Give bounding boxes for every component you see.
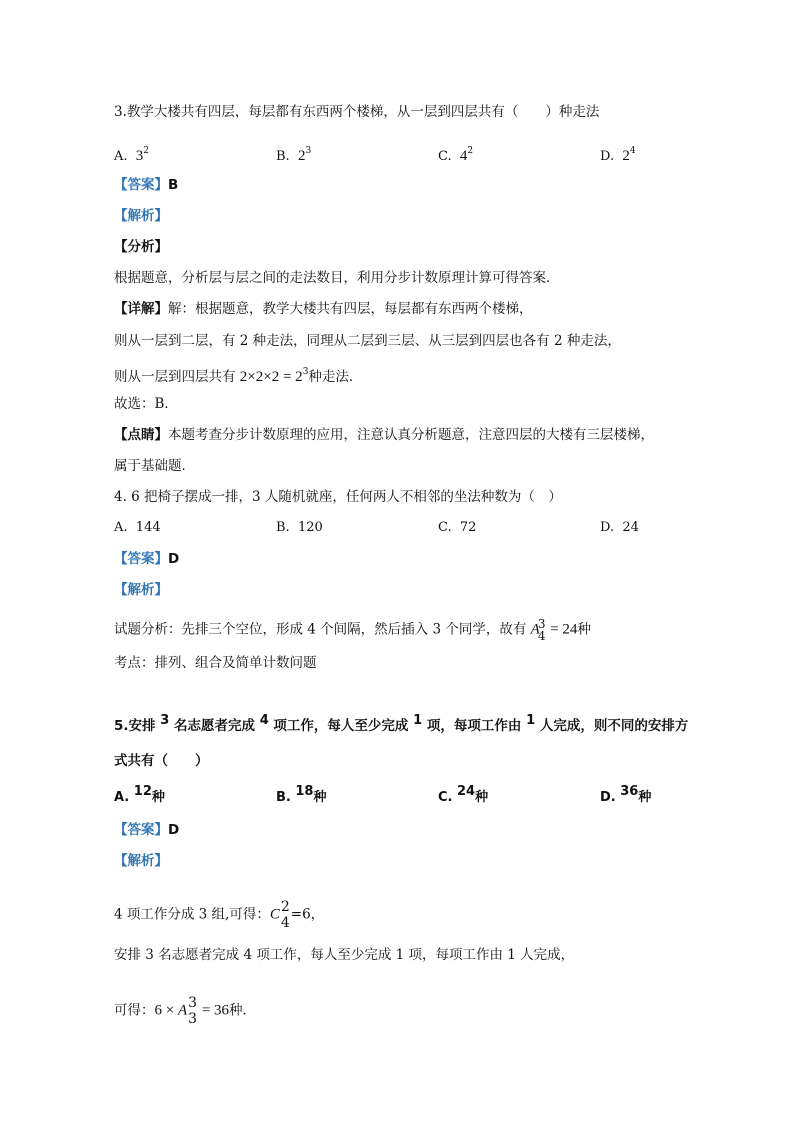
- q4-analysis: 试题分析：先排三个空位，形成 4 个间隔，然后插入 3 个同学，故有 A 3 4 = 24种: [114, 617, 591, 643]
- q4-answer: 【答案】D: [114, 551, 180, 567]
- q3-dianjing-1: 【点睛】本题考查分步计数原理的应用，注意认真分析题意，注意四层的大楼有三层楼梯，: [114, 427, 654, 443]
- q5-analysis-line-1: 4 项工作分成 3 组,可得：C 2 4 =6，: [114, 899, 325, 931]
- q3-detail-3: 则从一层到四层共有 $2\times 2\times 2 = 2^3$种走法．: [114, 367, 363, 385]
- q5-option-d: D. 36种: [600, 784, 652, 805]
- q3-dianjing-2: 属于基础题．: [114, 458, 195, 474]
- q5-stem-line-2: 式共有（ ）: [114, 753, 209, 769]
- q5-answer: 【答案】D: [114, 822, 180, 838]
- q3-option-d: D. $2^4$: [600, 146, 636, 164]
- q5-analysis-tag: 【解析】: [114, 853, 168, 869]
- q4-stem: 4. 6 把椅子摆成一排，3 人随机就座，任何两人不相邻的坐法种数为（ ）: [114, 489, 562, 505]
- q5-analysis-line-2: 安排 3 名志愿者完成 4 项工作，每人至少完成 1 项，每项工作由 1 人完成，: [114, 947, 575, 963]
- q4-option-b: B. 120: [276, 520, 323, 535]
- q3-fenxi: 根据题意，分析层与层之间的走法数目，利用分步计数原理计算可得答案．: [114, 270, 560, 286]
- q5-option-a: A. 12种: [114, 784, 165, 805]
- q3-choose: 故选：B．: [114, 396, 178, 412]
- q4-option-c: C. 72: [438, 520, 477, 535]
- answer-tag: 【答案】: [114, 177, 168, 193]
- q3-option-a: A. $3^2$: [114, 146, 150, 164]
- q3-detail-1: 【详解】解：根据题意，教学大楼共有四层，每层都有东西两个楼梯，: [114, 301, 533, 317]
- q3-option-b: B. $2^3$: [276, 146, 312, 164]
- q4-option-a: A. 144: [114, 520, 161, 535]
- q5-option-c: C. 24种: [438, 784, 489, 805]
- q3-analysis-tag: 【解析】: [114, 208, 168, 224]
- q3-stem: 3.教学大楼共有四层，每层都有东西两个楼梯，从一层到四层共有（ ）种走法: [114, 104, 600, 120]
- q3-detail-2: 则从一层到二层，有 2 种走法，同理从二层到三层、从三层到四层也各有 2 种走法，: [114, 333, 621, 349]
- q5-stem-line-1: 5.安排 3 名志愿者完成 4 项工作，每人至少完成 1 项，每项工作由 1 人完成，则不同的安排方: [114, 713, 689, 734]
- q4-analysis-tag: 【解析】: [114, 582, 168, 598]
- answer-tag: 【答案】: [114, 822, 168, 838]
- q4-kaodian: 考点：排列、组合及简单计数问题: [114, 655, 317, 671]
- q3-fenxi-tag: 【分析】: [114, 239, 168, 255]
- q4-option-d: D. 24: [600, 520, 639, 535]
- q3-option-c: C. $4^2$: [438, 146, 474, 164]
- answer-tag: 【答案】: [114, 551, 168, 567]
- q5-analysis-line-3: 可得：6 × A 3 3 = 36种．: [114, 995, 257, 1027]
- q3-answer: 【答案】B: [114, 177, 179, 193]
- q5-option-b: B. 18种: [276, 784, 327, 805]
